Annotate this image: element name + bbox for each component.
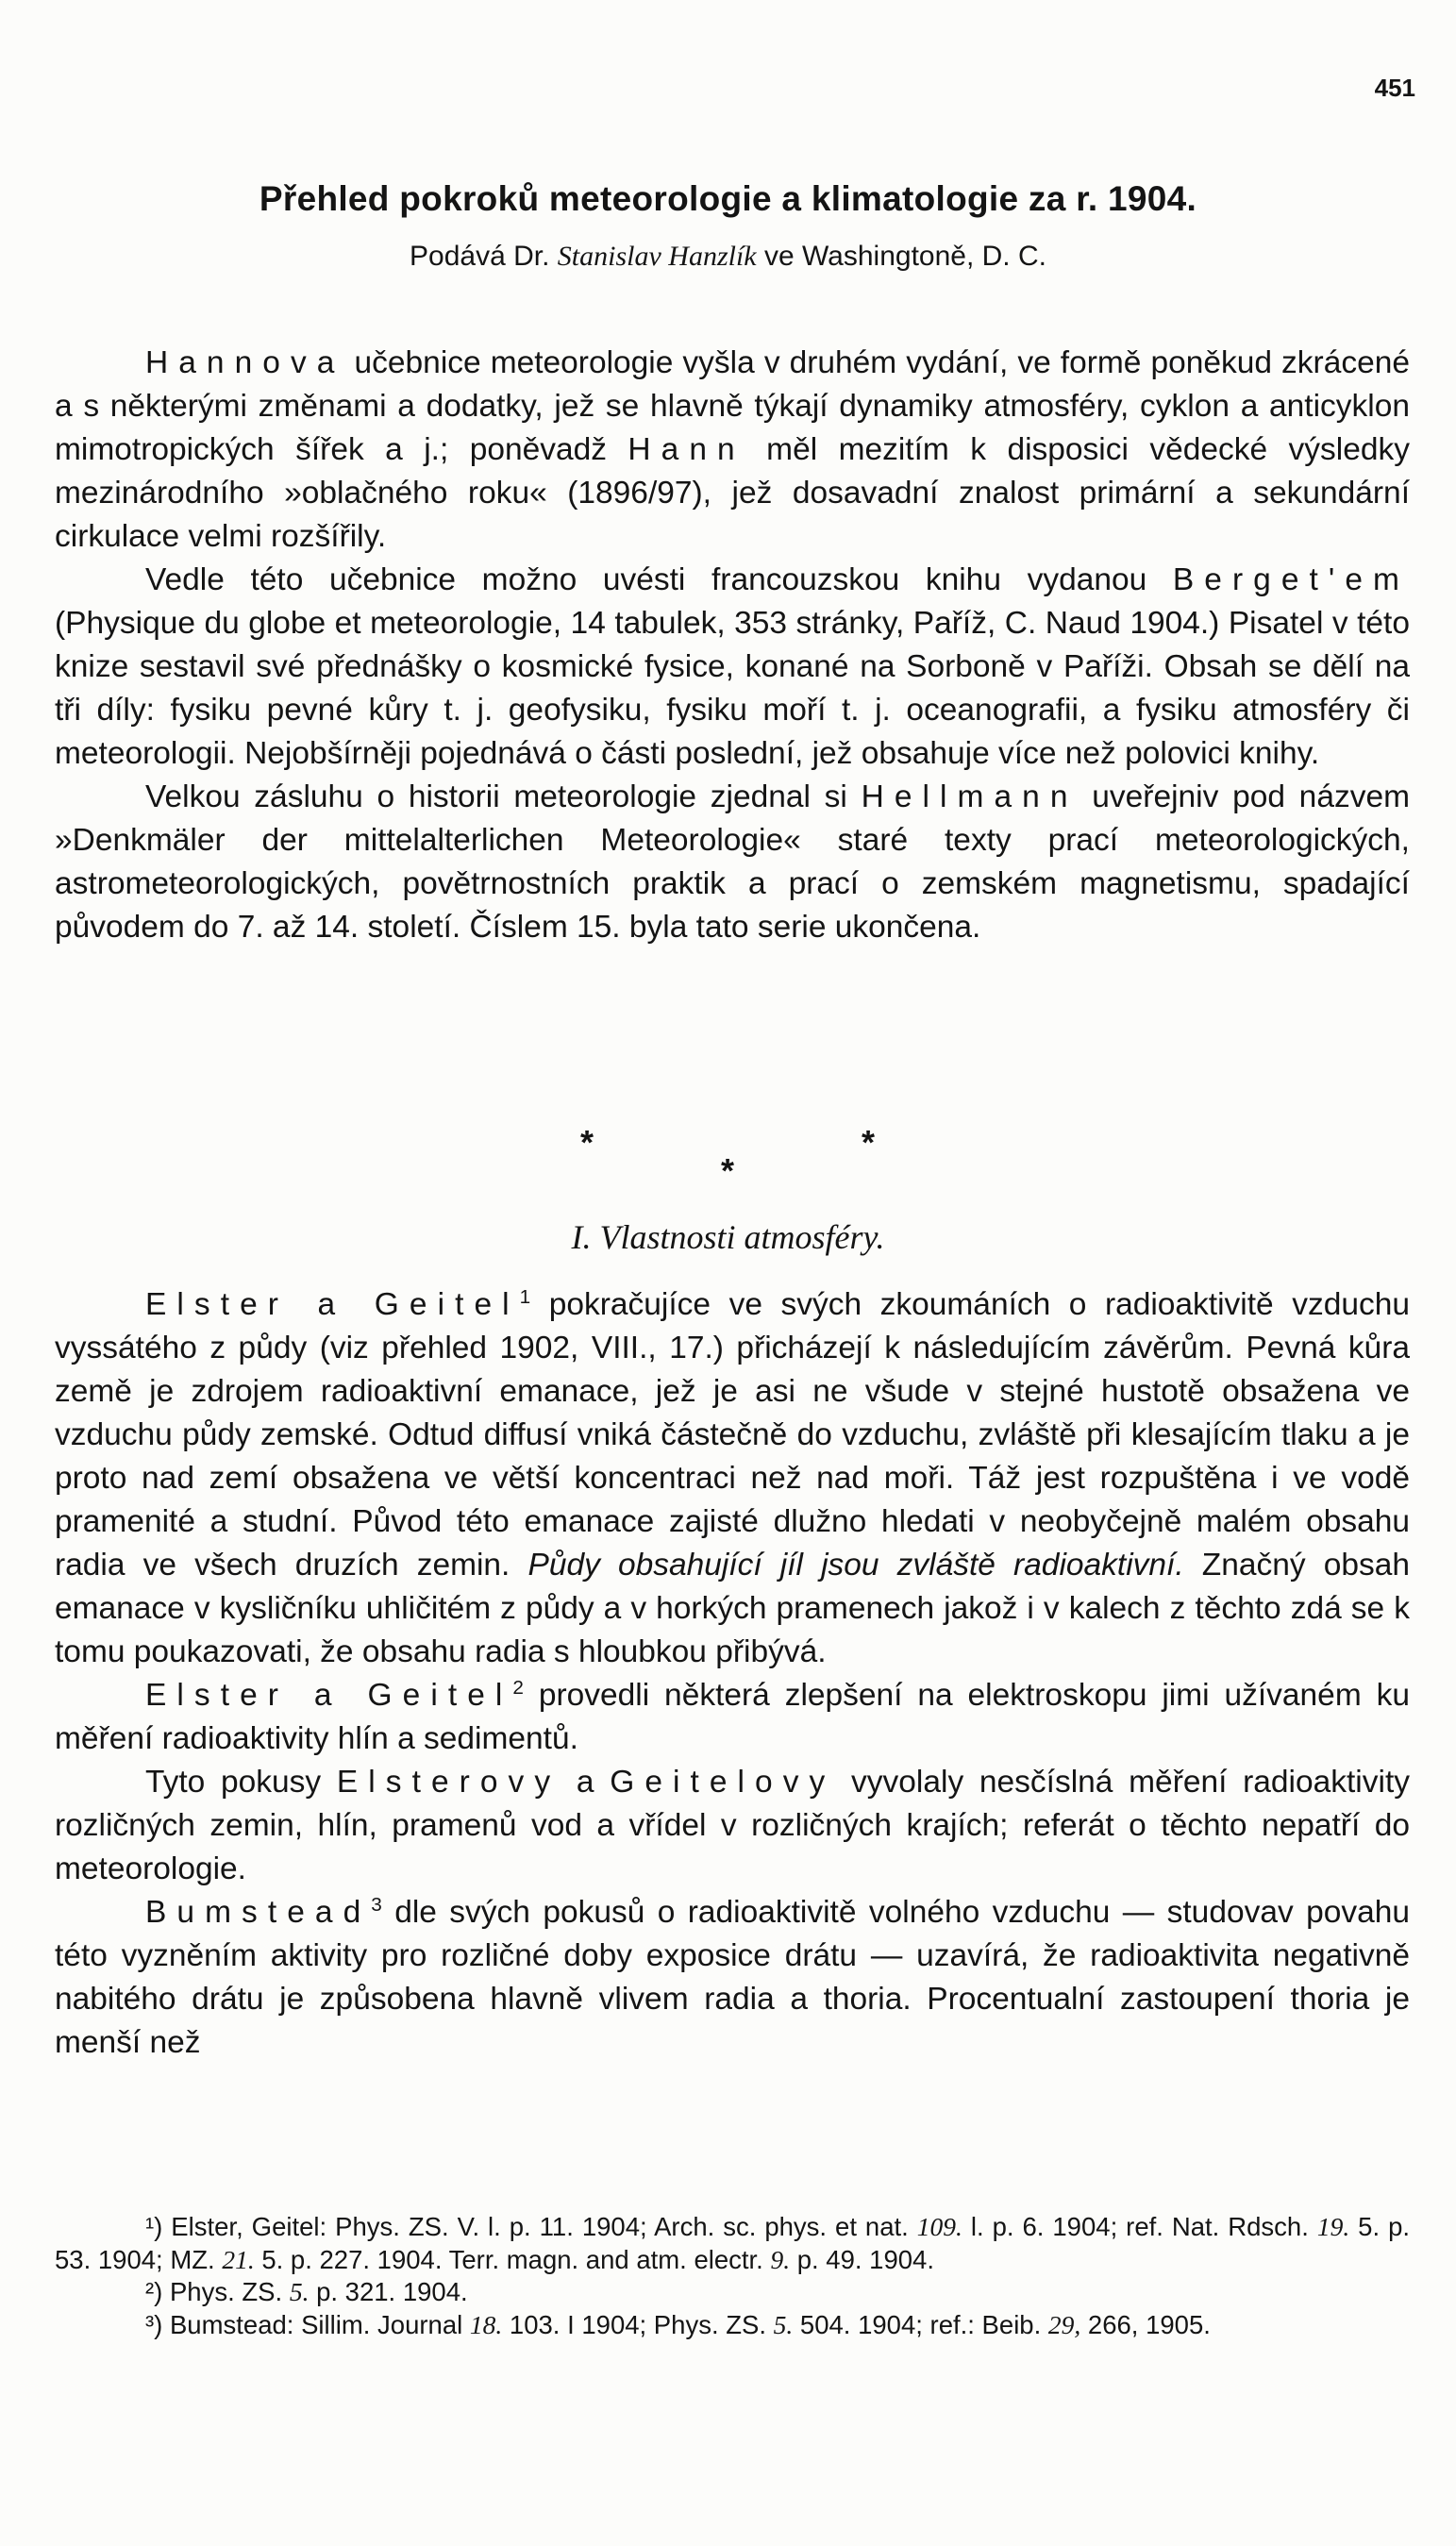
emphasis: Půdy obsahující jíl jsou zvláště radioaktivní. <box>527 1548 1184 1583</box>
person-name: Elsterovy <box>336 1765 561 1800</box>
paragraph: Vedle této učebnice možno uvésti francouzskou knihu vydanou Berget'em (Physique du globe et meteorologie, 14 tabulek, 353 stránky, Paříž, C. Naud 1904.) Pisatel v této knize sestavil své přednášky o kosmické fysice, konané na Sorboně v Paříži. Obsah se dělí na tři díly: fysiku pevné kůry t. j. geofysiku, fysiku moří t. j. oceanografii, a fysiku atmosféry či meteorologii. Nejobšírněji pojednává o části poslední, jež obsahuje více než polovici knihy. <box>55 562 1410 771</box>
section-heading: I. Vlastnosti atmosféry. <box>571 1218 885 1256</box>
person-name: Berget'em <box>1172 562 1410 597</box>
person-name: Bumstead <box>145 1895 372 1930</box>
article-title: Přehled pokroků meteorologie a klimatologie za r. 1904. <box>259 179 1197 218</box>
person-name: Elster a Geitel <box>145 1287 520 1322</box>
footnote: ³) Bumstead: Sillim. Journal 18. 103. I 1904; Phys. ZS. 5. 504. 1904; ref.: Beib. 29, 266, 1905. <box>145 2309 1211 2339</box>
byline-suffix: ve Washingtoně, D. C. <box>763 241 1046 272</box>
person-name: Hannova <box>145 345 345 380</box>
divider-star: * <box>580 1123 594 1162</box>
footnote-ref: 1 <box>519 1285 531 1308</box>
footnotes <box>55 2211 1410 2341</box>
footnote-ref: 2 <box>512 1676 524 1699</box>
byline-prefix: Podává Dr. <box>410 241 550 272</box>
section-divider <box>0 1123 1456 1189</box>
paragraph: Elster a Geitel$^2$ provedli některá zlepšení na elektroskopu jimi užívaném ku měření radioaktivity hlín a sedimentů. <box>55 1676 1410 1756</box>
author-name: Stanislav Hanzlík <box>557 241 757 272</box>
divider-star: * <box>862 1123 876 1162</box>
person-name: Elster a Geitel <box>145 1678 513 1713</box>
paragraph: Elster a Geitel$^1$ pokračujíce ve svých zkoumáních o radioaktivitě vzduchu vyssátého z půdy (viz přehled 1902, VIII., 17.) přicházejí k následujícím závěrům. Pevná kůra země je zdrojem radioaktivní emanace, jež je asi ne všude v stejné hustotě obsažena ve vzduchu půdy zemské. Odtud diffusí vniká částečně do vzduchu, zvláště při klesajícím tlaku a je proto nad zemí obsažena ve větší koncentraci než nad moři. Táž jest rozpuštěna i ve vodě pramenité a studní. Původ této emanace zajisté dlužno hledati v neobyčejně malém obsahu radia ve všech druzích zemin. Půdy obsahující jíl jsou zvláště radioaktivní. Značný obsah emanace v kysličníku uhličitém z půdy a v horkých pramenech jakož i v kalech z těchto zdá se k tomu poukazovati, že obsahu radia s hloubkou přibývá. <box>55 1285 1411 1669</box>
intro-text <box>55 342 1410 949</box>
footnote: ¹) Elster, Geitel: Phys. ZS. V. l. p. 11. 1904; Arch. sc. phys. et nat. 109. l. p. 6. 1904; ref. Nat. Rdsch. 19. 5. p. 53. 1904; MZ. 21. 5. p. 227. 1904. Terr. magn. and atm. electr. 9. p. 49. 1904. <box>55 2212 1411 2274</box>
divider-star: * <box>721 1151 735 1190</box>
person-name: Hellmann <box>861 779 1079 814</box>
byline <box>0 241 1456 273</box>
paragraph: Bumstead$^3$ dle svých pokusů o radioaktivitě volného vzduchu — studovav povahu této vyzněním aktivity pro rozličné doby exposice drátu — uzavírá, že radioaktivita negativně nabitého drátu je způsobena hlavně vlivem radia a thoria. Procentualní zastoupení thoria je menší než <box>55 1893 1410 2060</box>
person-name: Hann <box>628 432 745 467</box>
footnote: ²) Phys. ZS. 5. p. 321. 1904. <box>145 2277 468 2306</box>
footnote-ref: 3 <box>371 1893 382 1916</box>
section-text <box>55 1283 1410 2065</box>
paragraph: Hannova učebnice meteorologie vyšla v druhém vydání, ve formě poněkud zkrácené a s některými změnami a dodatky, jež se hlavně týkají dynamiky atmosféry, cyklon a anticyklon mimotropických šířek a j.; poněvadž Hann měl mezitím k disposici vědecké výsledky mezinárodního »oblačného roku« (1896/97), jež dosavadní znalost primární a sekundární cirkulace velmi rozšířily. <box>55 345 1411 554</box>
paragraph: Velkou zásluhu o historii meteorologie zjednal si Hellmann uveřejniv pod názvem »Denkmäler der mittelalterlichen Meteorologie« staré texty prací meteorologických, astrometeorologických, povětrnostních praktik a prací o zemském magnetismu, spadající původem do 7. až 14. století. Číslem 15. byla tato serie ukončena. <box>55 779 1410 945</box>
paragraph: Tyto pokusy Elsterovy a Geitelovy vyvolaly nesčíslná měření radioaktivity rozličných zemin, hlín, pramenů vod a vřídel v rozličných krajích; referát o těchto nepatří do meteorologie. <box>55 1765 1410 1886</box>
person-name: Elster, Geitel <box>171 2212 320 2241</box>
page-number: 451 <box>1374 74 1415 102</box>
person-name: Bumstead <box>169 2309 287 2339</box>
person-name: Geitelovy <box>610 1765 836 1800</box>
